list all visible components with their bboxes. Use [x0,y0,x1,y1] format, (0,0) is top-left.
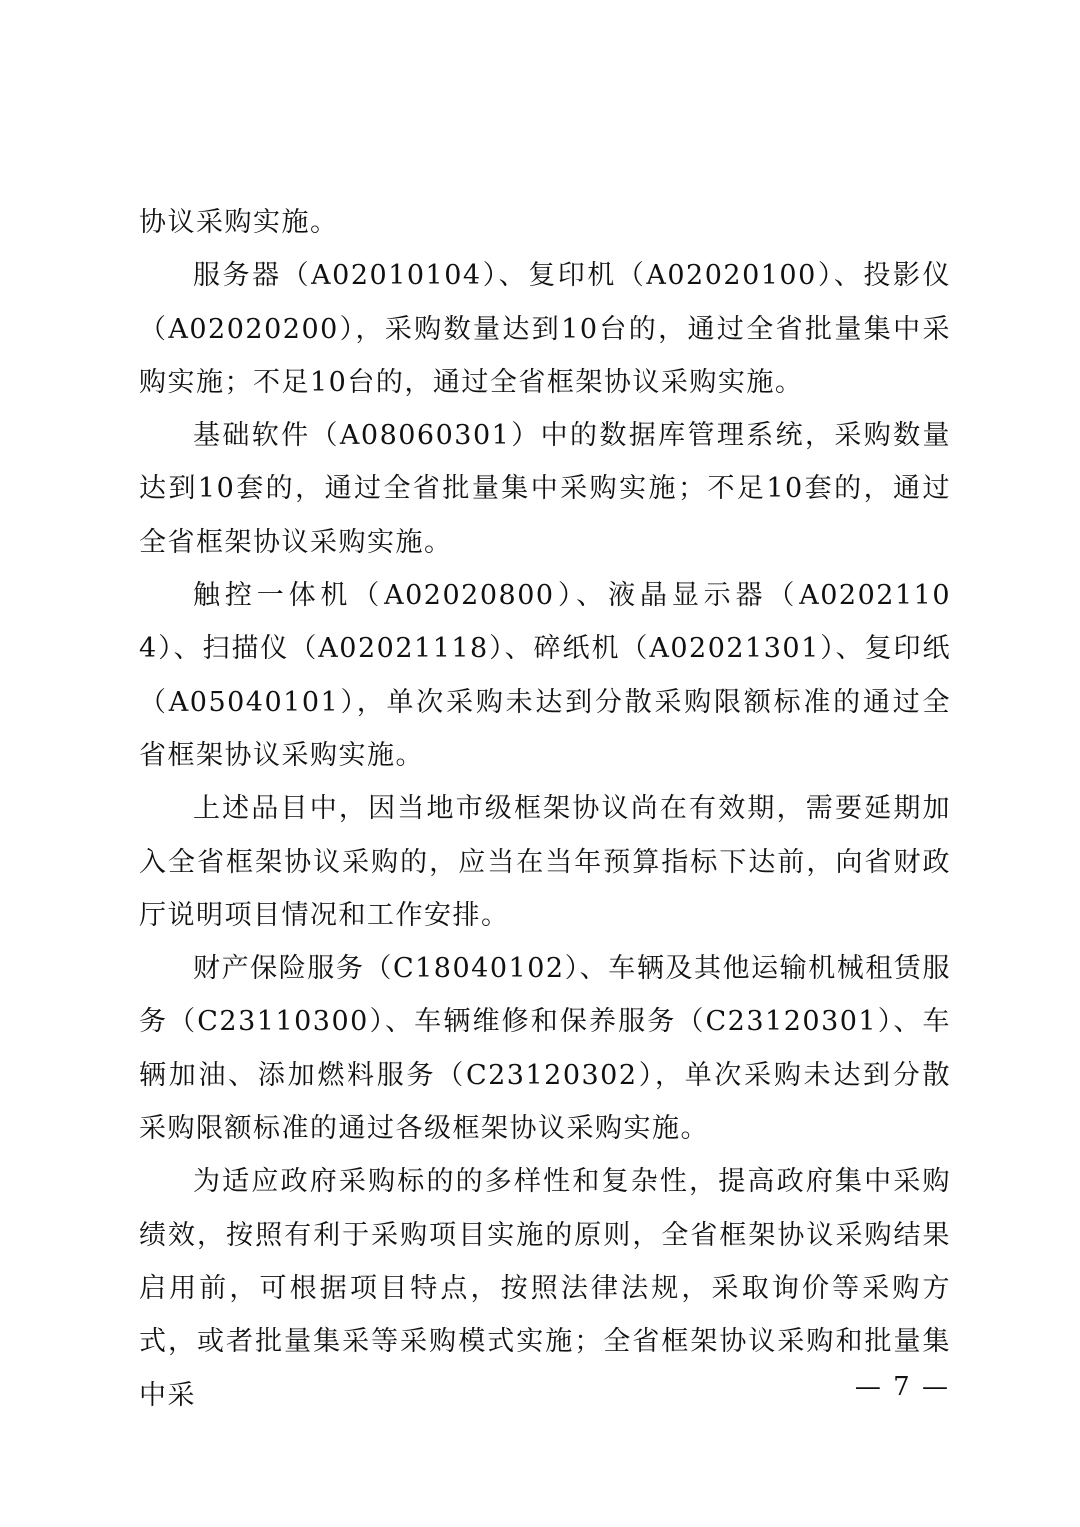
paragraph-continuation: 协议采购实施。 [139,207,339,238]
page-number: — 7 — [854,1372,950,1402]
paragraph-insurance-vehicle-services: 财产保险服务（C18040102）、车辆及其他运输机械租赁服务（C23110300）、车辆维修和保养服务（C23120301）、车辆加油、添加燃料服务（C23120302），单次采购未达到分散采购限额标准的通过各级框架协议采购实施。 [139,953,951,1145]
paragraph-municipal-agreements: 上述品目中，因当地市级框架协议尚在有效期，需要延期加入全省框架协议采购的，应当在当年预算指标下达前，向省财政厅说明项目情况和工作安排。 [139,793,951,931]
paragraph-servers-copiers-projectors: 服务器（A02010104）、复印机（A02020100）、投影仪（A02020200），采购数量达到10台的，通过全省批量集中采购实施；不足10台的，通过全省框架协议采购实施。 [139,260,951,398]
paragraph-procurement-efficiency: 为适应政府采购标的的多样性和复杂性，提高政府集中采购绩效，按照有利于采购项目实施的原则，全省框架协议采购结果启用前，可根据项目特点，按照法律法规，采取询价等采购方式，或者批量集采等采购模式实施；全省框架协议采购和批量集中采 [139,1166,951,1411]
paragraph-basic-software: 基础软件（A08060301）中的数据库管理系统，采购数量达到10套的，通过全省批量集中采购实施；不足10套的，通过全省框架协议采购实施。 [139,420,951,558]
paragraph-touch-display-devices: 触控一体机（A02020800）、液晶显示器（A02021104）、扫描仪（A02021118）、碎纸机（A02021301）、复印纸（A05040101），单次采购未达到分散采购限额标准的通过全省框架协议采购实施。 [139,580,951,771]
document-body [139,196,951,1422]
